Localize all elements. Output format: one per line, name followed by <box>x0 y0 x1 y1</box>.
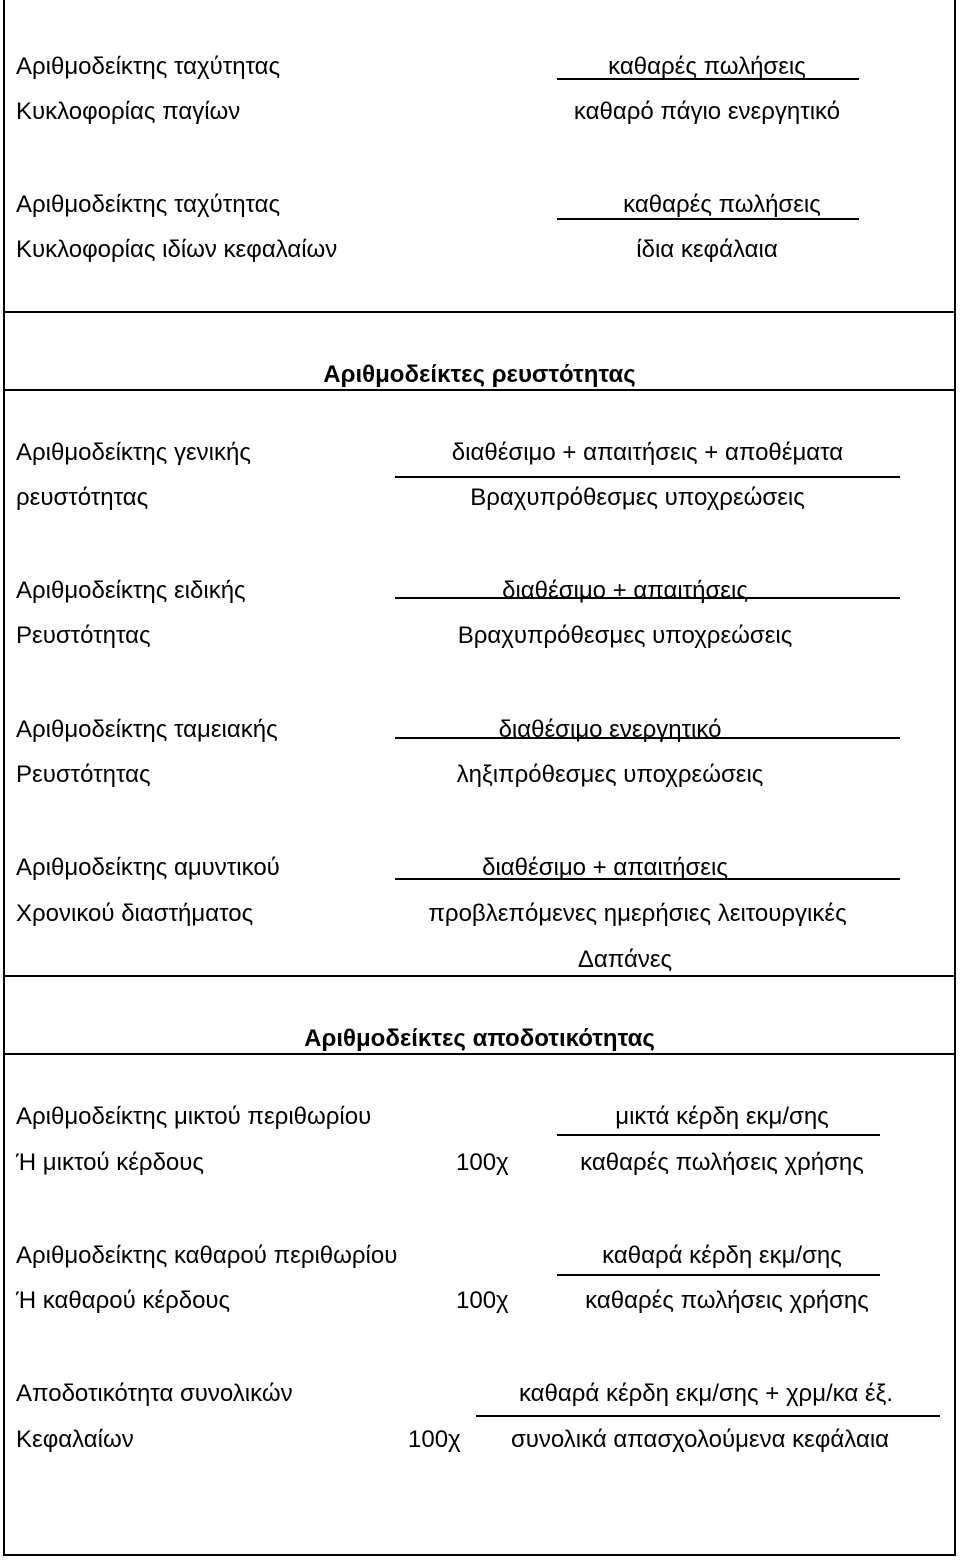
multiplier: 100χ <box>456 1149 509 1176</box>
ratio-denominator: ληξιπρόθεσμες υποχρεώσεις <box>456 761 764 788</box>
ratio-label: Αριθμοδείκτης καθαρού περιθωρίου <box>16 1242 398 1269</box>
ratio-denominator: προβλεπόμενες ημερήσιες λειτουργικές <box>428 900 847 927</box>
ratio-denominator: Βραχυπρόθεσμες υποχρεώσεις <box>470 484 805 511</box>
section-divider <box>3 311 956 313</box>
ratio-label: Χρονικού διαστήματος <box>16 900 254 927</box>
section-heading: Αριθμοδείκτες ρευστότητας <box>323 361 636 388</box>
ratio-denominator: ίδια κεφάλαια <box>636 236 778 263</box>
fraction-bar <box>476 1415 940 1417</box>
fraction-bar <box>395 597 900 599</box>
ratio-label: Αριθμοδείκτης μικτού περιθωρίου <box>16 1103 372 1130</box>
ratio-label: Κυκλοφορίας ιδίων κεφαλαίων <box>16 236 338 263</box>
ratio-label: Ή καθαρού κέρδους <box>16 1287 231 1314</box>
section-divider <box>3 975 956 977</box>
section-divider <box>3 1053 956 1055</box>
ratio-label: Αριθμοδείκτης ταχύτητας <box>16 191 281 218</box>
multiplier: 100χ <box>456 1287 509 1314</box>
ratio-denominator: καθαρές πωλήσεις χρήσης <box>585 1287 869 1314</box>
ratio-denominator: καθαρό πάγιο ενεργητικό <box>573 98 841 125</box>
fraction-bar <box>557 78 859 80</box>
fraction-bar <box>557 1134 880 1136</box>
fraction-bar <box>395 476 900 478</box>
ratio-label: Ή μικτού κέρδους <box>16 1149 204 1176</box>
ratio-denominator: Βραχυπρόθεσμες υποχρεώσεις <box>457 622 793 649</box>
ratio-label: Ρευστότητας <box>16 622 151 649</box>
ratio-label: Αποδοτικότητα συνολικών <box>16 1380 293 1407</box>
ratio-label: Αριθμοδείκτης ταχύτητας <box>16 53 281 80</box>
ratio-numerator: καθαρές πωλήσεις <box>623 191 821 218</box>
multiplier: 100χ <box>408 1426 461 1453</box>
ratio-numerator: διαθέσιμο ενεργητικό <box>498 716 722 743</box>
ratio-denominator-continued: Δαπάνες <box>577 946 673 973</box>
ratio-label: Αριθμοδείκτης αμυντικού <box>16 854 280 881</box>
ratio-numerator: διαθέσιμο + απαιτήσεις <box>502 577 748 604</box>
fraction-bar <box>557 218 859 220</box>
fraction-bar <box>395 737 900 739</box>
ratio-label: Αριθμοδείκτης ταμειακής <box>16 716 278 743</box>
fraction-bar <box>557 1274 880 1276</box>
ratio-numerator: καθαρά κέρδη εκμ/σης + χρμ/κα έξ. <box>518 1380 894 1407</box>
fraction-bar <box>395 878 900 880</box>
ratio-numerator: καθαρά κέρδη εκμ/σης <box>602 1242 842 1269</box>
ratio-label: Αριθμοδείκτης ειδικής <box>16 577 246 604</box>
ratio-numerator: καθαρές πωλήσεις <box>608 53 806 80</box>
section-heading: Αριθμοδείκτες αποδοτικότητας <box>304 1025 655 1052</box>
ratio-numerator: μικτά κέρδη εκμ/σης <box>615 1103 829 1130</box>
section-divider <box>3 389 956 391</box>
ratio-label: Κεφαλαίων <box>16 1426 134 1453</box>
ratio-label: ρευστότητας <box>16 484 149 511</box>
ratio-denominator: καθαρές πωλήσεις χρήσης <box>580 1149 864 1176</box>
ratio-numerator: διαθέσιμο + απαιτήσεις + αποθέματα <box>451 439 844 466</box>
ratio-label: Ρευστότητας <box>16 761 151 788</box>
ratio-label: Κυκλοφορίας παγίων <box>16 98 241 125</box>
ratio-label: Αριθμοδείκτης γενικής <box>16 439 251 466</box>
ratio-denominator: συνολικά απασχολούμενα κεφάλαια <box>510 1426 890 1453</box>
ratio-numerator: διαθέσιμο + απαιτήσεις <box>482 854 728 881</box>
